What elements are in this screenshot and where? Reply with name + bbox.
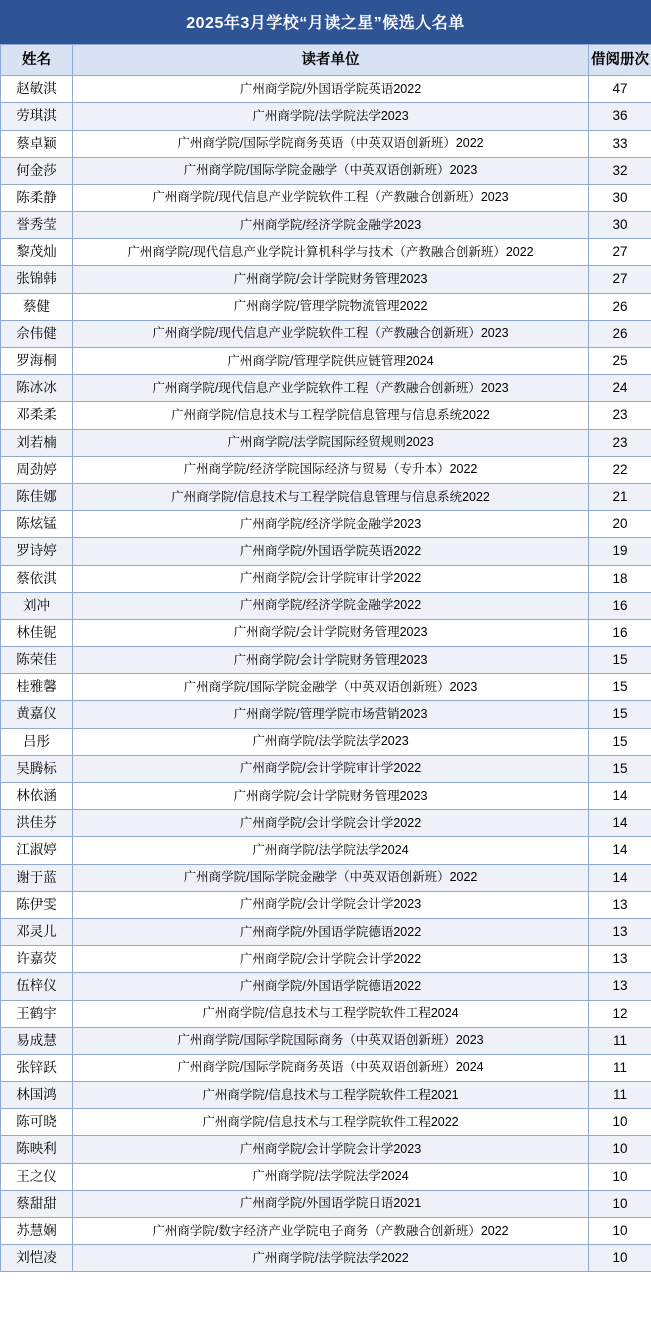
cell-reader-name: 陈映利	[1, 1136, 73, 1163]
table-row	[1, 1109, 651, 1136]
table-row	[1, 1245, 651, 1272]
table-row	[1, 456, 651, 483]
cell-reader-name: 吴腾标	[1, 755, 73, 782]
cell-reader-name: 王鹤宇	[1, 1000, 73, 1027]
cell-reader-unit: 广州商学院/管理学院供应链管理2024	[73, 348, 589, 375]
cell-reader-unit: 广州商学院/国际学院金融学（中英双语创新班）2023	[73, 674, 589, 701]
cell-reader-unit: 广州商学院/经济学院国际经济与贸易（专升本）2022	[73, 456, 589, 483]
cell-borrow-count: 20	[589, 511, 651, 538]
cell-reader-name: 陈伊雯	[1, 891, 73, 918]
cell-reader-unit: 广州商学院/法学院法学2024	[73, 837, 589, 864]
table-row	[1, 701, 651, 728]
table-row	[1, 1136, 651, 1163]
candidate-table	[0, 44, 651, 1272]
cell-reader-name: 吕彤	[1, 728, 73, 755]
cell-reader-unit: 广州商学院/会计学院审计学2022	[73, 755, 589, 782]
table-row	[1, 402, 651, 429]
cell-reader-unit: 广州商学院/外国语学院英语2022	[73, 538, 589, 565]
cell-reader-unit: 广州商学院/法学院法学2023	[73, 728, 589, 755]
cell-reader-unit: 广州商学院/会计学院会计学2023	[73, 891, 589, 918]
column-header-unit: 读者单位	[73, 45, 589, 76]
table-row	[1, 212, 651, 239]
table-row	[1, 157, 651, 184]
cell-borrow-count: 10	[589, 1218, 651, 1245]
cell-reader-unit: 广州商学院/管理学院物流管理2022	[73, 293, 589, 320]
cell-borrow-count: 33	[589, 130, 651, 157]
cell-reader-unit: 广州商学院/信息技术与工程学院软件工程2022	[73, 1109, 589, 1136]
cell-borrow-count: 25	[589, 348, 651, 375]
cell-reader-name: 刘若楠	[1, 429, 73, 456]
cell-borrow-count: 14	[589, 810, 651, 837]
cell-reader-name: 蔡甜甜	[1, 1190, 73, 1217]
table-row	[1, 728, 651, 755]
cell-reader-name: 黄嘉仪	[1, 701, 73, 728]
cell-reader-name: 苏慧娴	[1, 1218, 73, 1245]
table-row	[1, 483, 651, 510]
cell-borrow-count: 13	[589, 891, 651, 918]
cell-borrow-count: 27	[589, 239, 651, 266]
table-row	[1, 1163, 651, 1190]
cell-reader-name: 洪佳芬	[1, 810, 73, 837]
cell-borrow-count: 14	[589, 837, 651, 864]
cell-borrow-count: 22	[589, 456, 651, 483]
cell-borrow-count: 13	[589, 973, 651, 1000]
table-row	[1, 1190, 651, 1217]
cell-borrow-count: 19	[589, 538, 651, 565]
table-row	[1, 592, 651, 619]
table-body	[1, 76, 651, 1272]
cell-reader-name: 何金莎	[1, 157, 73, 184]
cell-reader-name: 蔡健	[1, 293, 73, 320]
cell-reader-name: 罗诗婷	[1, 538, 73, 565]
cell-reader-name: 佘伟健	[1, 320, 73, 347]
cell-reader-unit: 广州商学院/会计学院财务管理2023	[73, 647, 589, 674]
table-row	[1, 1054, 651, 1081]
cell-reader-unit: 广州商学院/现代信息产业学院软件工程（产教融合创新班）2023	[73, 320, 589, 347]
table-row	[1, 538, 651, 565]
cell-reader-name: 邓柔柔	[1, 402, 73, 429]
cell-borrow-count: 23	[589, 402, 651, 429]
table-row	[1, 891, 651, 918]
table-row	[1, 973, 651, 1000]
cell-reader-name: 陈柔静	[1, 184, 73, 211]
cell-reader-unit: 广州商学院/国际学院国际商务（中英双语创新班）2023	[73, 1027, 589, 1054]
table-row	[1, 619, 651, 646]
cell-reader-name: 罗海桐	[1, 348, 73, 375]
cell-reader-name: 黎茂灿	[1, 239, 73, 266]
cell-reader-unit: 广州商学院/会计学院财务管理2023	[73, 783, 589, 810]
cell-borrow-count: 16	[589, 619, 651, 646]
cell-reader-unit: 广州商学院/法学院国际经贸规则2023	[73, 429, 589, 456]
cell-reader-name: 林国鸿	[1, 1082, 73, 1109]
cell-reader-name: 陈炫锰	[1, 511, 73, 538]
table-row	[1, 266, 651, 293]
table-row	[1, 375, 651, 402]
cell-reader-name: 周劲婷	[1, 456, 73, 483]
cell-reader-name: 伍梓仪	[1, 973, 73, 1000]
cell-borrow-count: 26	[589, 293, 651, 320]
table-row	[1, 647, 651, 674]
cell-reader-name: 赵敏淇	[1, 76, 73, 103]
table-row	[1, 755, 651, 782]
table-row	[1, 918, 651, 945]
cell-reader-unit: 广州商学院/会计学院会计学2023	[73, 1136, 589, 1163]
cell-reader-unit: 广州商学院/信息技术与工程学院信息管理与信息系统2022	[73, 483, 589, 510]
cell-reader-unit: 广州商学院/经济学院金融学2023	[73, 511, 589, 538]
table-row	[1, 184, 651, 211]
cell-borrow-count: 11	[589, 1082, 651, 1109]
cell-reader-unit: 广州商学院/法学院法学2024	[73, 1163, 589, 1190]
cell-reader-unit: 广州商学院/管理学院市场营销2023	[73, 701, 589, 728]
cell-reader-unit: 广州商学院/国际学院金融学（中英双语创新班）2023	[73, 157, 589, 184]
cell-borrow-count: 12	[589, 1000, 651, 1027]
table-row	[1, 810, 651, 837]
page-title: 2025年3月学校“月读之星”候选人名单	[0, 0, 651, 44]
table-row	[1, 293, 651, 320]
cell-reader-name: 陈佳娜	[1, 483, 73, 510]
cell-reader-name: 谢于蓝	[1, 864, 73, 891]
cell-borrow-count: 15	[589, 674, 651, 701]
cell-reader-unit: 广州商学院/现代信息产业学院软件工程（产教融合创新班）2023	[73, 375, 589, 402]
cell-reader-unit: 广州商学院/国际学院商务英语（中英双语创新班）2022	[73, 130, 589, 157]
cell-reader-unit: 广州商学院/信息技术与工程学院软件工程2024	[73, 1000, 589, 1027]
cell-borrow-count: 10	[589, 1190, 651, 1217]
cell-borrow-count: 36	[589, 103, 651, 130]
table-row	[1, 76, 651, 103]
cell-borrow-count: 11	[589, 1054, 651, 1081]
table-row	[1, 320, 651, 347]
table-header-row	[1, 45, 651, 76]
cell-reader-name: 刘冲	[1, 592, 73, 619]
cell-reader-name: 张锦韩	[1, 266, 73, 293]
cell-reader-unit: 广州商学院/经济学院金融学2022	[73, 592, 589, 619]
cell-reader-name: 许嘉荧	[1, 946, 73, 973]
cell-borrow-count: 15	[589, 701, 651, 728]
cell-borrow-count: 30	[589, 184, 651, 211]
table-row	[1, 1082, 651, 1109]
cell-reader-unit: 广州商学院/现代信息产业学院软件工程（产教融合创新班）2023	[73, 184, 589, 211]
table-row	[1, 1000, 651, 1027]
table-row	[1, 946, 651, 973]
cell-reader-name: 陈可晓	[1, 1109, 73, 1136]
table-row	[1, 429, 651, 456]
cell-borrow-count: 10	[589, 1109, 651, 1136]
cell-reader-name: 江淑婷	[1, 837, 73, 864]
cell-borrow-count: 24	[589, 375, 651, 402]
cell-reader-unit: 广州商学院/信息技术与工程学院信息管理与信息系统2022	[73, 402, 589, 429]
cell-reader-name: 易成慧	[1, 1027, 73, 1054]
cell-borrow-count: 21	[589, 483, 651, 510]
table-row	[1, 1218, 651, 1245]
cell-reader-unit: 广州商学院/国际学院商务英语（中英双语创新班）2024	[73, 1054, 589, 1081]
cell-reader-unit: 广州商学院/会计学院审计学2022	[73, 565, 589, 592]
cell-reader-name: 蔡依淇	[1, 565, 73, 592]
cell-borrow-count: 18	[589, 565, 651, 592]
table-row	[1, 130, 651, 157]
table-header	[1, 45, 651, 76]
cell-borrow-count: 26	[589, 320, 651, 347]
cell-reader-name: 蔡卓颖	[1, 130, 73, 157]
table-row	[1, 511, 651, 538]
cell-borrow-count: 15	[589, 647, 651, 674]
table-row	[1, 783, 651, 810]
cell-borrow-count: 30	[589, 212, 651, 239]
cell-reader-unit: 广州商学院/会计学院财务管理2023	[73, 266, 589, 293]
cell-reader-name: 陈荣佳	[1, 647, 73, 674]
cell-reader-unit: 广州商学院/会计学院会计学2022	[73, 946, 589, 973]
cell-reader-name: 林佳铌	[1, 619, 73, 646]
cell-reader-name: 邓灵儿	[1, 918, 73, 945]
cell-reader-unit: 广州商学院/外国语学院英语2022	[73, 76, 589, 103]
cell-borrow-count: 27	[589, 266, 651, 293]
table-row	[1, 239, 651, 266]
cell-borrow-count: 15	[589, 728, 651, 755]
column-header-name: 姓名	[1, 45, 73, 76]
cell-reader-name: 张锌跃	[1, 1054, 73, 1081]
cell-borrow-count: 10	[589, 1245, 651, 1272]
cell-reader-name: 林依涵	[1, 783, 73, 810]
cell-reader-name: 王之仪	[1, 1163, 73, 1190]
table-row	[1, 348, 651, 375]
cell-reader-unit: 广州商学院/数字经济产业学院电子商务（产教融合创新班）2022	[73, 1218, 589, 1245]
cell-borrow-count: 13	[589, 946, 651, 973]
cell-reader-unit: 广州商学院/国际学院金融学（中英双语创新班）2022	[73, 864, 589, 891]
cell-borrow-count: 10	[589, 1136, 651, 1163]
cell-reader-name: 桂雅馨	[1, 674, 73, 701]
cell-reader-unit: 广州商学院/经济学院金融学2023	[73, 212, 589, 239]
cell-borrow-count: 13	[589, 918, 651, 945]
cell-reader-unit: 广州商学院/法学院法学2023	[73, 103, 589, 130]
cell-borrow-count: 32	[589, 157, 651, 184]
cell-reader-name: 誉秀莹	[1, 212, 73, 239]
table-row	[1, 103, 651, 130]
table-row	[1, 674, 651, 701]
table-row	[1, 1027, 651, 1054]
table-row	[1, 565, 651, 592]
table-row	[1, 864, 651, 891]
cell-borrow-count: 10	[589, 1163, 651, 1190]
cell-reader-name: 劳琪淇	[1, 103, 73, 130]
cell-reader-unit: 广州商学院/法学院法学2022	[73, 1245, 589, 1272]
cell-reader-name: 陈冰冰	[1, 375, 73, 402]
cell-borrow-count: 14	[589, 864, 651, 891]
cell-reader-name: 刘恺凌	[1, 1245, 73, 1272]
cell-borrow-count: 16	[589, 592, 651, 619]
cell-borrow-count: 14	[589, 783, 651, 810]
cell-reader-unit: 广州商学院/现代信息产业学院计算机科学与技术（产教融合创新班）2022	[73, 239, 589, 266]
table-row	[1, 837, 651, 864]
cell-reader-unit: 广州商学院/外国语学院德语2022	[73, 918, 589, 945]
cell-reader-unit: 广州商学院/外国语学院德语2022	[73, 973, 589, 1000]
cell-borrow-count: 47	[589, 76, 651, 103]
cell-borrow-count: 23	[589, 429, 651, 456]
cell-reader-unit: 广州商学院/会计学院财务管理2023	[73, 619, 589, 646]
cell-borrow-count: 15	[589, 755, 651, 782]
column-header-count: 借阅册次	[589, 45, 651, 76]
cell-reader-unit: 广州商学院/信息技术与工程学院软件工程2021	[73, 1082, 589, 1109]
cell-reader-unit: 广州商学院/外国语学院日语2021	[73, 1190, 589, 1217]
cell-reader-unit: 广州商学院/会计学院会计学2022	[73, 810, 589, 837]
cell-borrow-count: 11	[589, 1027, 651, 1054]
